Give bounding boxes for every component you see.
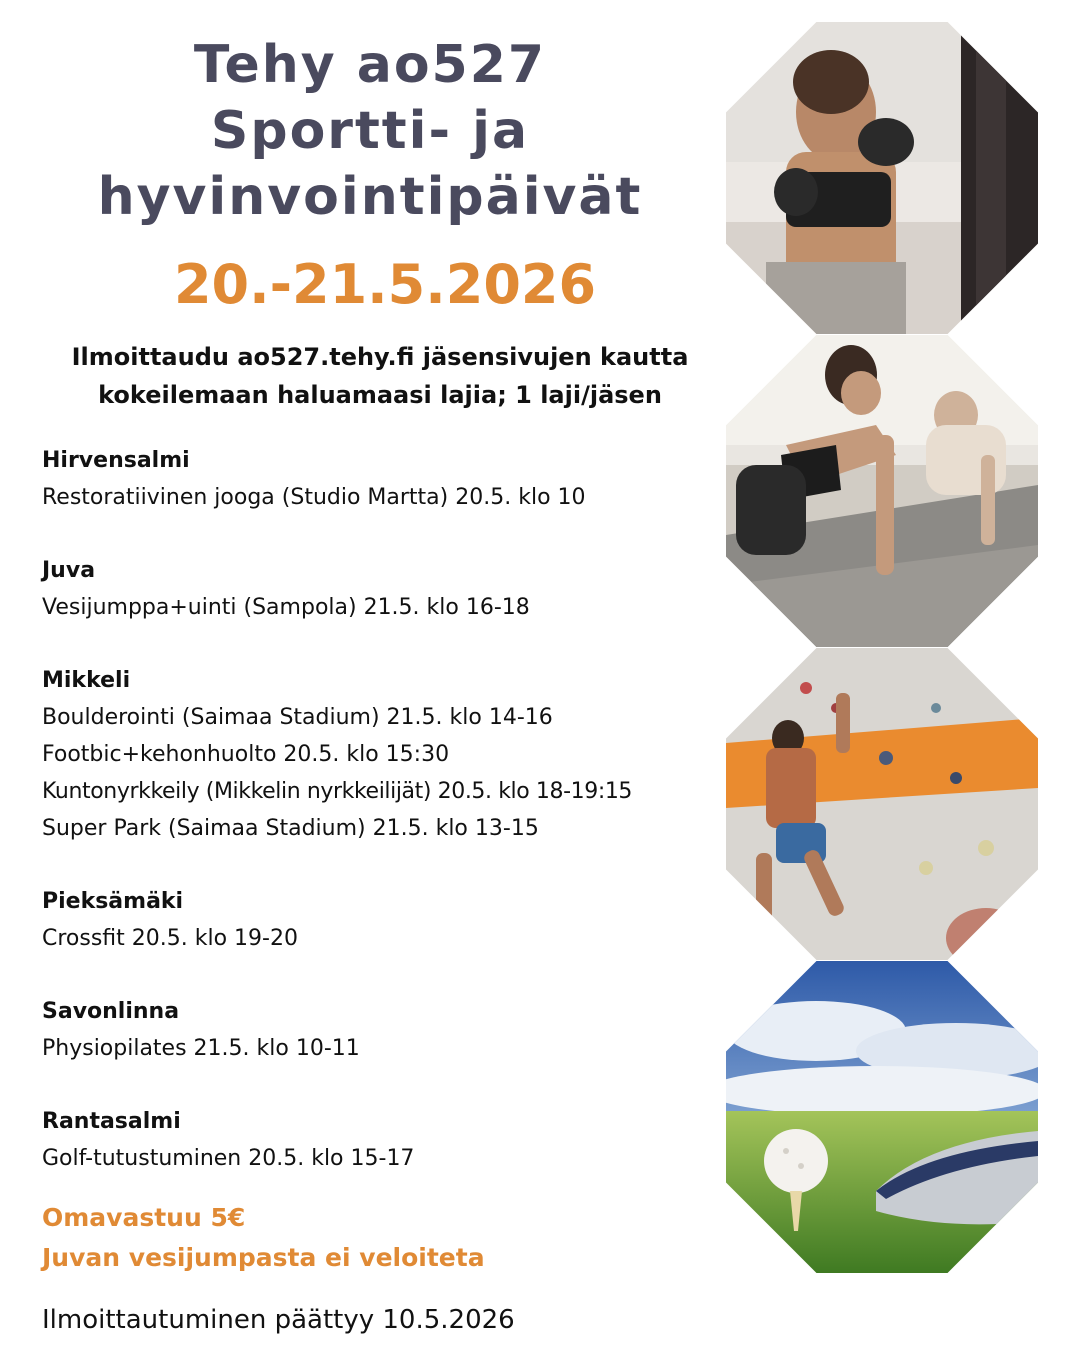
event-item: Physiopilates 21.5. klo 10-11 [42,1036,360,1061]
fee-line-1: Omavastuu 5€ [42,1203,246,1232]
event-item: Footbic+kehonhuolto 20.5. klo 15:30 [42,742,450,767]
location-hirvensalmi [42,442,722,516]
schedule-list [42,442,722,1213]
fee-line-2: Juvan vesijumpasta ei veloiteta [42,1243,485,1272]
signup-instructions [0,338,760,414]
signup-line-1: Ilmoittaudu ao527.tehy.fi jäsensivujen kautta [71,343,689,371]
event-item: Boulderointi (Saimaa Stadium) 21.5. klo 14-16 [42,705,553,730]
title-line-3: hyvinvointipäivät [97,167,643,227]
event-date: 20.-21.5.2026 [173,253,597,316]
location-savonlinna [42,993,722,1067]
location-name: Rantasalmi [42,1109,181,1134]
golf-photo [726,961,1038,1273]
event-item: Super Park (Saimaa Stadium) 21.5. klo 13-15 [42,816,539,841]
fee-info [42,1198,485,1278]
location-name: Mikkeli [42,668,131,693]
registration-deadline: Ilmoittautuminen päättyy 10.5.2026 [42,1305,515,1335]
location-name: Hirvensalmi [42,448,190,473]
location-mikkeli [42,662,722,847]
location-pieksamaki [42,883,722,957]
location-name: Savonlinna [42,999,180,1024]
event-item: Restoratiivinen jooga (Studio Martta) 20.5. klo 10 [42,485,586,510]
title-line-1: Tehy ao527 [193,35,547,95]
boxing-photo [726,22,1038,334]
yoga-photo [726,335,1038,647]
location-rantasalmi [42,1103,722,1177]
event-item: Vesijumppa+uinti (Sampola) 21.5. klo 16-18 [42,595,530,620]
event-item: Crossfit 20.5. klo 19-20 [42,926,298,951]
signup-line-2: kokeilemaan haluamaasi lajia; 1 laji/jäsen [98,381,662,409]
climbing-photo [726,648,1038,960]
event-item: Kuntonyrkkeily (Mikkelin nyrkkeilijät) 20.5. klo 18-19:15 [42,779,633,804]
location-name: Juva [42,558,96,583]
poster-title [0,32,740,230]
location-name: Pieksämäki [42,889,184,914]
event-item: Golf-tutustuminen 20.5. klo 15-17 [42,1146,415,1171]
location-juva [42,552,722,626]
title-line-2: Sportti- ja [210,101,530,161]
